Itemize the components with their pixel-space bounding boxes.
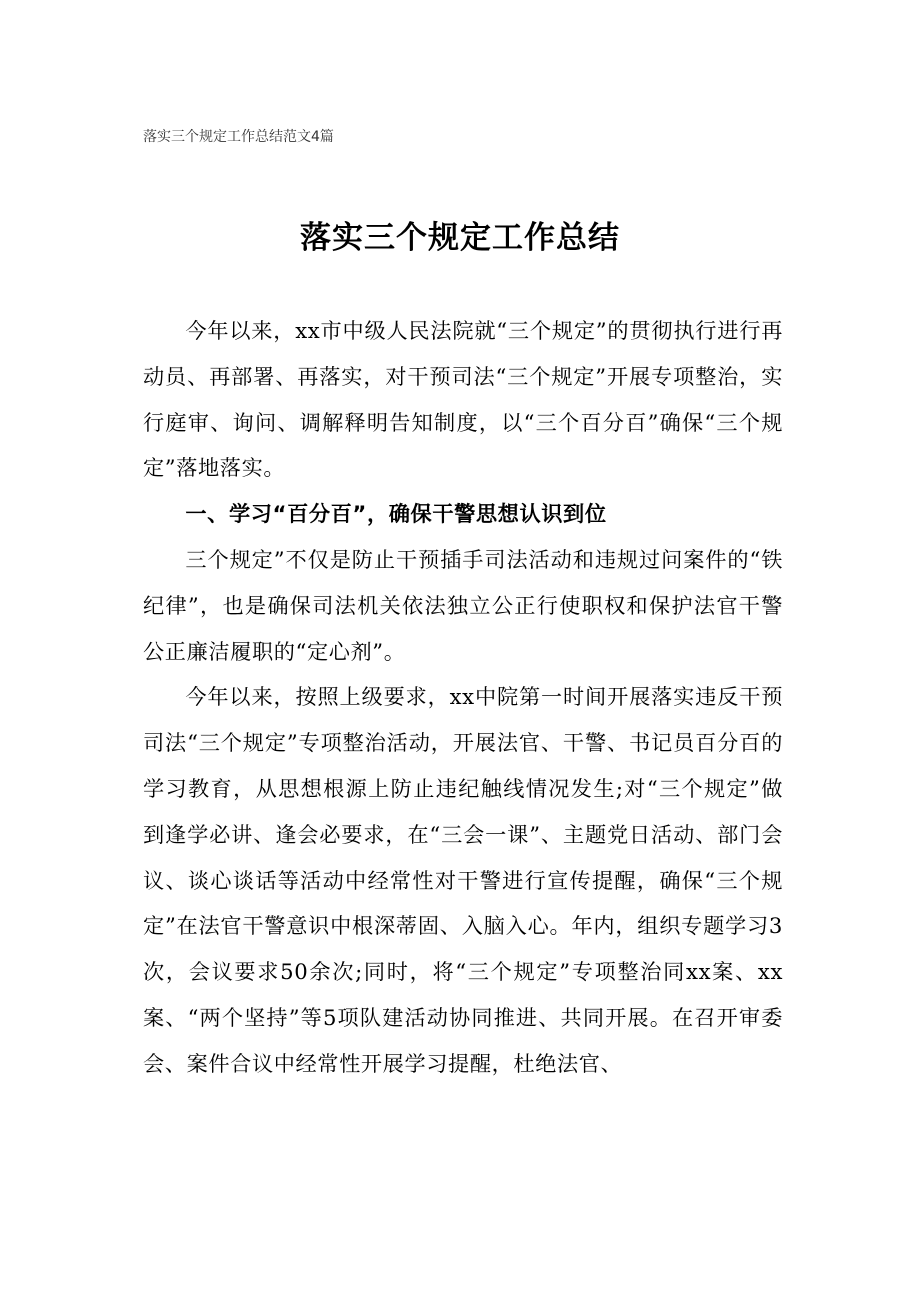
- document-title: 落实三个规定工作总结: [300, 220, 620, 256]
- document-body: [143, 308, 783, 1087]
- intro-paragraph: 今年以来，xx市中级人民法院就“三个规定”的贯彻执行进行再动员、再部署、再落实，对干预司法“三个规定”开展专项整治，实行庭审、询问、调解释明告知制度，以“三个百分百”确保“三个规定”落地落实。: [143, 318, 783, 481]
- document-header: 落实三个规定工作总结范文4篇: [143, 129, 334, 145]
- body-paragraph: 三个规定”不仅是防止干预插手司法活动和违规过问案件的“铁纪律”，也是确保司法机关依法独立公正行使职权和保护法官干警公正廉洁履职的“定心剂”。: [143, 546, 783, 664]
- body-paragraph: 今年以来，按照上级要求，xx中院第一时间开展落实违反干预司法“三个规定”专项整治活动，开展法官、干警、书记员百分百的学习教育，从思想根源上防止违纪触线情况发生;对“三个规定”做到逢学必讲、逢会必要求，在“三会一课”、主题党日活动、部门会议、谈心谈话等活动中经常性对干警进行宣传提醒，确保“三个规定”在法官干警意识中根深蒂固、入脑入心。年内，组织专题学习3次，会议要求50余次;同时，将“三个规定”专项整治同xx案、xx案、“两个坚持”等5项队建活动协同推进、共同开展。在召开审委会、案件合议中经常性开展学习提醒，杜绝法官、: [143, 684, 783, 1076]
- section-heading: 一、学习“百分百”，确保干警思想认识到位: [185, 501, 607, 527]
